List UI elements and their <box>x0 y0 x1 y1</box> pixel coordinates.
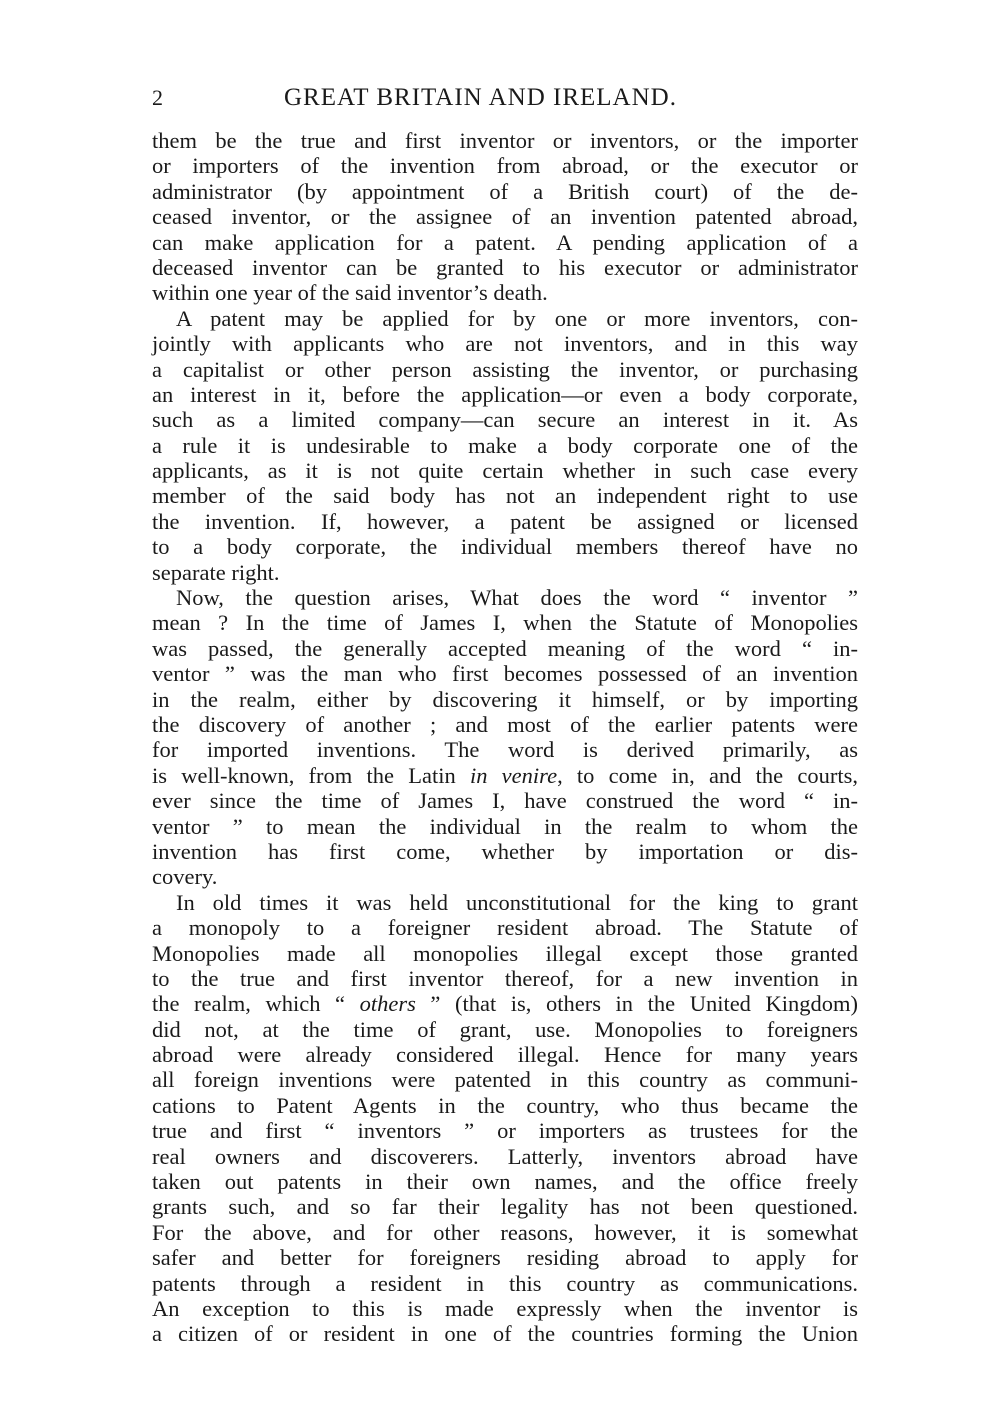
text-line: a monopoly to a foreigner resident abroad. The Statute of <box>152 915 858 941</box>
text-line: a rule it is undesirable to make a body corporate one of the <box>152 432 858 458</box>
text-line: the discovery of another ; and most of the earlier patents were <box>152 711 858 737</box>
text-line: the invention. If, however, a patent be assigned or licensed <box>152 508 858 534</box>
text-line: Now, the question arises, What does the word “ inventor ” <box>176 585 858 611</box>
line-head: the realm, which “ <box>152 991 360 1017</box>
text-line: for imported inventions. The word is derived primarily, as <box>152 737 858 763</box>
text-line: invention has first come, whether by importation or dis- <box>152 838 858 864</box>
text-line: Monopolies made all monopolies illegal except those granted <box>152 940 858 966</box>
text-line: applicants, as it is not quite certain whether in such case every <box>152 458 858 484</box>
text-line: In old times it was held unconstitutional for the king to grant <box>176 889 858 915</box>
text-line: a citizen of or resident in one of the countries forming the Union <box>152 1321 858 1347</box>
text-line: ceased inventor, or the assignee of an invention patented abroad, <box>152 204 858 230</box>
paragraph-2 <box>152 306 858 585</box>
text-line: separate right. <box>152 559 280 585</box>
text-line: to the true and first inventor thereof, for a new invention in <box>152 965 858 991</box>
line-tail: , to come in, and the courts, <box>557 762 858 788</box>
paragraph-3 <box>152 585 858 890</box>
text-line: ever since the time of James I, have construed the word “ in- <box>152 788 858 814</box>
running-title: GREAT BRITAIN AND IRELAND. <box>284 84 677 111</box>
text-line: cations to Patent Agents in the country, who thus became the <box>152 1092 858 1118</box>
body-text <box>152 128 858 1347</box>
text-line: can make application for a patent. A pending application of a <box>152 229 858 255</box>
text-line: within one year of the said inventor’s death. <box>152 280 548 306</box>
line-tail: ” (that is, others in the United Kingdom) <box>415 991 859 1017</box>
text-line: member of the said body has not an independent right to use <box>152 483 858 509</box>
text-line: abroad were already considered illegal. Hence for many years <box>152 1042 858 1068</box>
line-head: is well-known, from the Latin <box>152 762 470 788</box>
latin-phrase: in venire <box>469 762 558 788</box>
text-line: did not, at the time of grant, use. Monopolies to foreigners <box>152 1016 858 1042</box>
text-line: administrator (by appointment of a British court) of the de- <box>152 178 858 204</box>
text-line: to a body corporate, the individual members thereof have no <box>152 534 858 560</box>
text-line: covery. <box>152 864 218 890</box>
italic-word: others <box>359 991 416 1017</box>
text-line: a capitalist or other person assisting the inventor, or purchasing <box>152 356 858 382</box>
text-line: taken out patents in their own names, and the office freely <box>152 1169 858 1195</box>
text-line-italic <box>152 991 858 1016</box>
text-line: was passed, the generally accepted meaning of the word “ in- <box>152 635 858 661</box>
text-line: such as a limited company—can secure an interest in it. As <box>152 407 858 433</box>
text-line: ventor ” was the man who first becomes possessed of an invention <box>152 661 858 687</box>
text-line: For the above, and for other reasons, however, it is somewhat <box>152 1219 858 1245</box>
text-line: jointly with applicants who are not inventors, and in this way <box>152 331 858 357</box>
text-line: mean ? In the time of James I, when the Statute of Monopolies <box>152 610 858 636</box>
page-number: 2 <box>152 85 163 110</box>
text-line: in the realm, either by discovering it himself, or by importing <box>152 686 858 712</box>
text-line: safer and better for foreigners residing abroad to apply for <box>152 1245 858 1271</box>
text-line: an interest in it, before the application—or even a body corporate, <box>152 381 858 407</box>
text-line: An exception to this is made expressly when the inventor is <box>152 1295 858 1321</box>
text-line: patents through a resident in this country as communications. <box>152 1270 858 1296</box>
text-line: them be the true and first inventor or inventors, or the importer <box>152 128 858 153</box>
text-line: A patent may be applied for by one or more inventors, con- <box>176 305 858 331</box>
text-line: real owners and discoverers. Latterly, inventors abroad have <box>152 1143 858 1169</box>
text-line: all foreign inventions were patented in this country as communi- <box>152 1067 858 1093</box>
paragraph-1 <box>152 128 858 306</box>
text-line-latin <box>152 763 858 788</box>
text-line: true and first “ inventors ” or importers as trustees for the <box>152 1118 858 1144</box>
text-line: grants such, and so far their legality has not been questioned. <box>152 1194 858 1220</box>
running-head <box>152 80 858 116</box>
text-line: deceased inventor can be granted to his executor or administrator <box>152 254 858 280</box>
text-line: ventor ” to mean the individual in the realm to whom the <box>152 813 858 839</box>
paragraph-4 <box>152 890 858 1347</box>
text-line: or importers of the invention from abroad, or the executor or <box>152 153 858 179</box>
